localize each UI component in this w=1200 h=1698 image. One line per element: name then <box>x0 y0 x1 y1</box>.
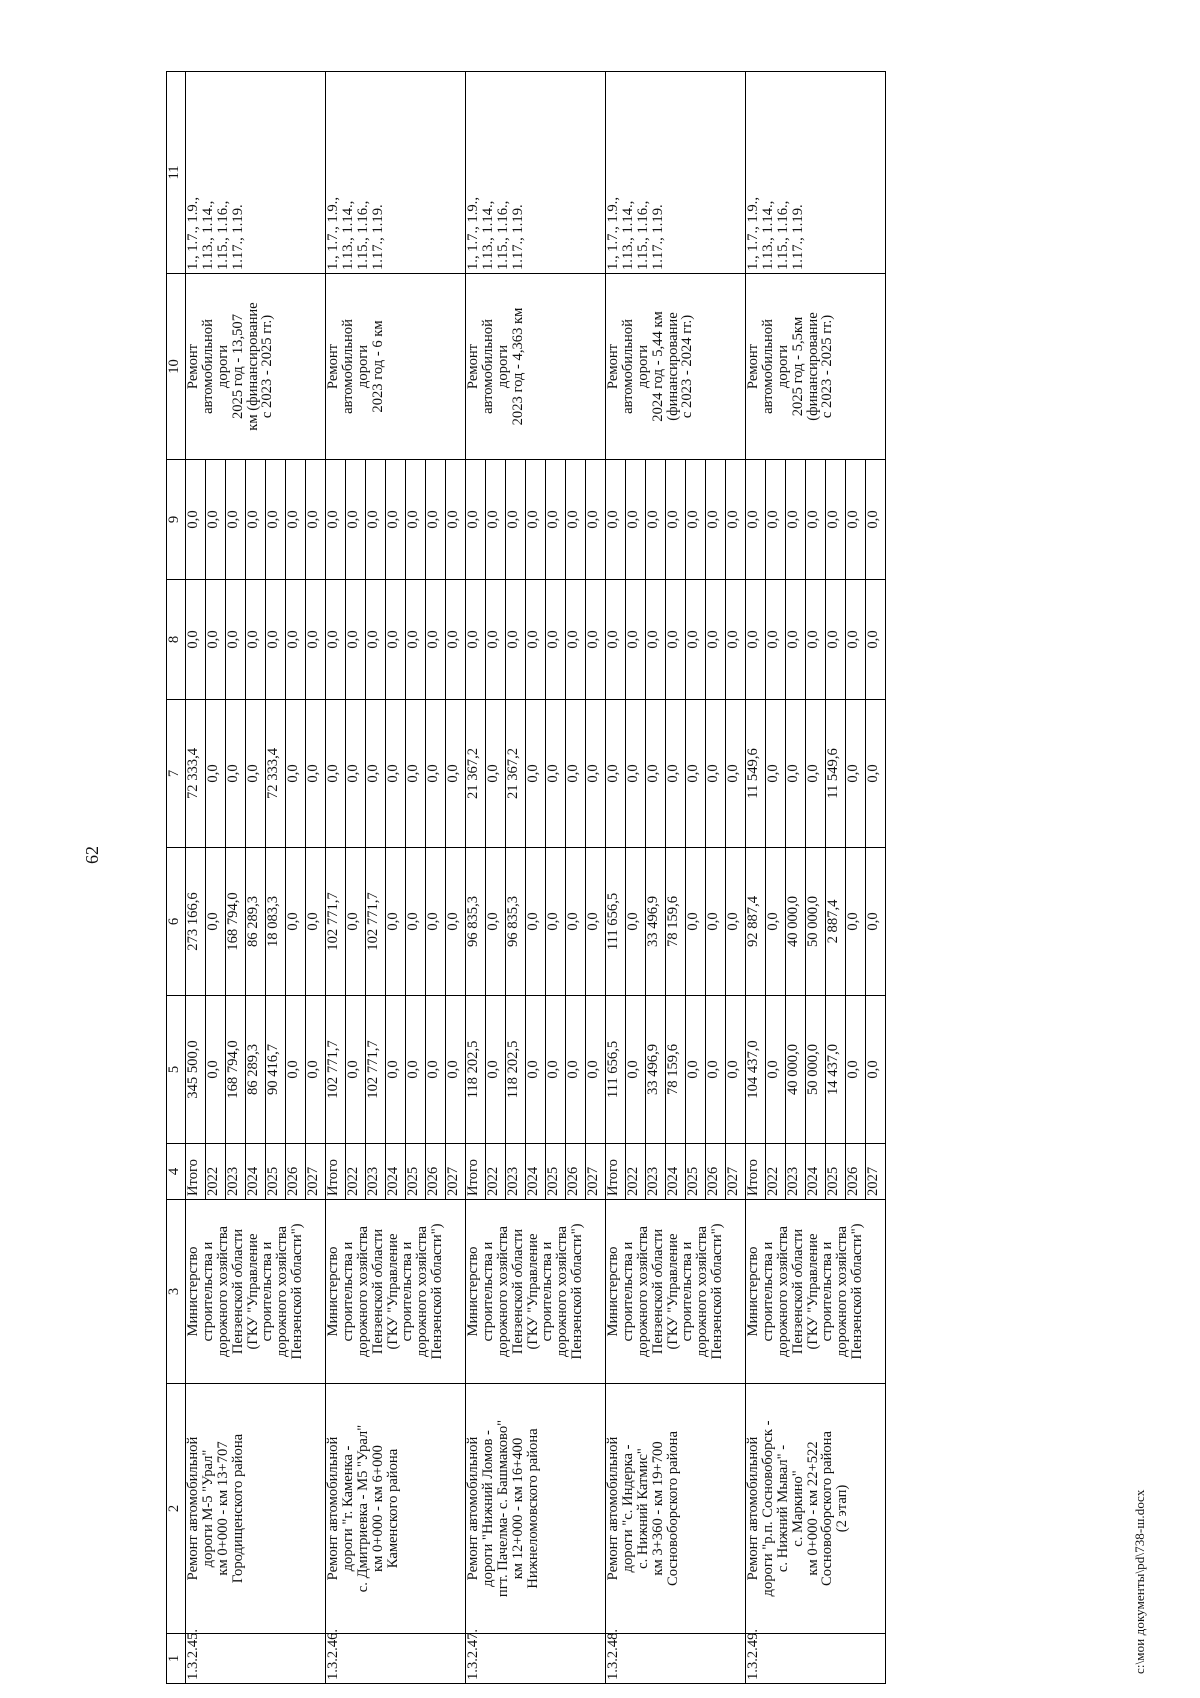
row-id: 1.3.2.49. <box>746 1634 886 1684</box>
amount-c8: 0,0 <box>746 580 766 700</box>
amount-c5: 168 794,0 <box>226 996 246 1144</box>
amount-c8: 0,0 <box>806 580 826 700</box>
row-id: 1.3.2.47. <box>466 1634 606 1684</box>
road-name: Ремонт автомобильной дороги "г. Каменка - с. Дмитриевка - М5 "Урал" км 0+000 - км 6+000 Каменского района <box>326 1384 466 1634</box>
amount-c5: 111 656,5 <box>606 996 626 1144</box>
amount-c8: 0,0 <box>526 580 546 700</box>
year-cell: 2027 <box>446 1144 466 1200</box>
amount-c8: 0,0 <box>606 580 626 700</box>
amount-c5: 0,0 <box>726 996 746 1144</box>
amount-c7: 0,0 <box>866 700 886 848</box>
amount-c5: 102 771,7 <box>366 996 386 1144</box>
amount-c7: 0,0 <box>726 700 746 848</box>
table-row <box>326 72 346 1684</box>
amount-c7: 0,0 <box>646 700 666 848</box>
amount-c8: 0,0 <box>646 580 666 700</box>
amount-c7: 0,0 <box>686 700 706 848</box>
amount-c5: 0,0 <box>546 996 566 1144</box>
amount-c8: 0,0 <box>346 580 366 700</box>
amount-c9: 0,0 <box>406 460 426 580</box>
column-header-9: 9 <box>167 460 186 580</box>
amount-c9: 0,0 <box>566 460 586 580</box>
amount-c9: 0,0 <box>366 460 386 580</box>
amount-c5: 0,0 <box>406 996 426 1144</box>
year-cell: 2025 <box>266 1144 286 1200</box>
amount-c7: 0,0 <box>306 700 326 848</box>
amount-c8: 0,0 <box>786 580 806 700</box>
year-cell: 2026 <box>426 1144 446 1200</box>
amount-c6: 111 656,5 <box>606 848 626 996</box>
year-cell: Итого <box>186 1144 206 1200</box>
year-cell: 2022 <box>626 1144 646 1200</box>
year-cell: 2024 <box>526 1144 546 1200</box>
year-cell: Итого <box>326 1144 346 1200</box>
amount-c9: 0,0 <box>686 460 706 580</box>
table-row <box>606 72 626 1684</box>
amount-c8: 0,0 <box>386 580 406 700</box>
expected-result: Ремонт автомобильной дороги 2025 год - 13,507 км (финансирование с 2023 - 2025 гг.) <box>186 274 326 460</box>
amount-c5: 40 000,0 <box>786 996 806 1144</box>
year-cell: Итого <box>746 1144 766 1200</box>
amount-c5: 0,0 <box>446 996 466 1144</box>
amount-c8: 0,0 <box>566 580 586 700</box>
amount-c5: 90 416,7 <box>266 996 286 1144</box>
page-number: 62 <box>82 846 102 864</box>
amount-c7: 0,0 <box>766 700 786 848</box>
amount-c7: 0,0 <box>846 700 866 848</box>
amount-c9: 0,0 <box>846 460 866 580</box>
amount-c8: 0,0 <box>186 580 206 700</box>
amount-c7: 0,0 <box>606 700 626 848</box>
amount-c6: 0,0 <box>446 848 466 996</box>
amount-c6: 0,0 <box>486 848 506 996</box>
amount-c6: 168 794,0 <box>226 848 246 996</box>
footer-file-path: c:\мои документы\pd\738-ш.docx <box>1132 1489 1147 1674</box>
header-row <box>167 72 186 1684</box>
year-cell: 2025 <box>406 1144 426 1200</box>
column-header-8: 8 <box>167 580 186 700</box>
amount-c8: 0,0 <box>706 580 726 700</box>
amount-c5: 86 289,3 <box>246 996 266 1144</box>
indicators: 1., 1.7., 1.9., 1.13., 1.14., 1.15., 1.16., 1.17., 1.19. <box>746 72 886 274</box>
amount-c8: 0,0 <box>426 580 446 700</box>
amount-c6: 0,0 <box>566 848 586 996</box>
indicators: 1., 1.7., 1.9., 1.13., 1.14., 1.15., 1.16., 1.17., 1.19. <box>326 72 466 274</box>
amount-c7: 0,0 <box>446 700 466 848</box>
year-cell: 2024 <box>246 1144 266 1200</box>
amount-c5: 0,0 <box>566 996 586 1144</box>
amount-c9: 0,0 <box>446 460 466 580</box>
amount-c5: 102 771,7 <box>326 996 346 1144</box>
amount-c5: 0,0 <box>286 996 306 1144</box>
amount-c5: 0,0 <box>766 996 786 1144</box>
year-cell: 2025 <box>826 1144 846 1200</box>
amount-c5: 118 202,5 <box>506 996 526 1144</box>
amount-c9: 0,0 <box>266 460 286 580</box>
amount-c8: 0,0 <box>466 580 486 700</box>
table-row <box>746 72 766 1684</box>
amount-c7: 72 333,4 <box>266 700 286 848</box>
year-cell: 2026 <box>706 1144 726 1200</box>
amount-c5: 0,0 <box>586 996 606 1144</box>
amount-c7: 0,0 <box>806 700 826 848</box>
amount-c6: 102 771,7 <box>366 848 386 996</box>
amount-c6: 0,0 <box>626 848 646 996</box>
amount-c6: 0,0 <box>206 848 226 996</box>
year-cell: 2023 <box>506 1144 526 1200</box>
amount-c8: 0,0 <box>726 580 746 700</box>
year-cell: 2026 <box>286 1144 306 1200</box>
amount-c6: 40 000,0 <box>786 848 806 996</box>
amount-c5: 0,0 <box>386 996 406 1144</box>
amount-c9: 0,0 <box>626 460 646 580</box>
amount-c5: 0,0 <box>866 996 886 1144</box>
amount-c9: 0,0 <box>486 460 506 580</box>
amount-c9: 0,0 <box>806 460 826 580</box>
amount-c7: 21 367,2 <box>466 700 486 848</box>
column-header-6: 6 <box>167 848 186 996</box>
amount-c8: 0,0 <box>326 580 346 700</box>
table-row <box>466 72 486 1684</box>
road-name: Ремонт автомобильной дороги "Нижний Ломов - пгт. Пачелма- с. Башмаково" км 12+000 - км 16+400 Нижнеломовского района <box>466 1384 606 1634</box>
executor: Министерство строительства и дорожного хозяйства Пензенской области (ГКУ "Управление строительства и дорожного хозяйства Пензенской области") <box>326 1200 466 1384</box>
year-cell: 2022 <box>766 1144 786 1200</box>
amount-c7: 0,0 <box>666 700 686 848</box>
amount-c7: 0,0 <box>486 700 506 848</box>
row-id: 1.3.2.46. <box>326 1634 466 1684</box>
amount-c9: 0,0 <box>286 460 306 580</box>
year-cell: 2023 <box>786 1144 806 1200</box>
amount-c5: 0,0 <box>486 996 506 1144</box>
amount-c6: 78 159,6 <box>666 848 686 996</box>
amount-c5: 33 496,9 <box>646 996 666 1144</box>
expected-result: Ремонт автомобильной дороги 2024 год - 5,44 км (финансирование с 2023 - 2024 гг.) <box>606 274 746 460</box>
executor: Министерство строительства и дорожного хозяйства Пензенской области (ГКУ "Управление строительства и дорожного хозяйства Пензенской области") <box>186 1200 326 1384</box>
column-header-3: 3 <box>167 1200 186 1384</box>
amount-c8: 0,0 <box>586 580 606 700</box>
amount-c6: 0,0 <box>766 848 786 996</box>
amount-c6: 96 835,3 <box>506 848 526 996</box>
amount-c8: 0,0 <box>206 580 226 700</box>
amount-c9: 0,0 <box>706 460 726 580</box>
amount-c5: 0,0 <box>346 996 366 1144</box>
amount-c9: 0,0 <box>726 460 746 580</box>
amount-c7: 0,0 <box>326 700 346 848</box>
amount-c5: 0,0 <box>626 996 646 1144</box>
amount-c9: 0,0 <box>206 460 226 580</box>
amount-c7: 72 333,4 <box>186 700 206 848</box>
amount-c9: 0,0 <box>866 460 886 580</box>
amount-c5: 345 500,0 <box>186 996 206 1144</box>
column-header-10: 10 <box>167 274 186 460</box>
amount-c9: 0,0 <box>746 460 766 580</box>
amount-c7: 0,0 <box>286 700 306 848</box>
amount-c8: 0,0 <box>506 580 526 700</box>
amount-c7: 0,0 <box>386 700 406 848</box>
year-cell: Итого <box>606 1144 626 1200</box>
executor: Министерство строительства и дорожного хозяйства Пензенской области (ГКУ "Управление строительства и дорожного хозяйства Пензенской области") <box>746 1200 886 1384</box>
amount-c5: 14 437,0 <box>826 996 846 1144</box>
amount-c8: 0,0 <box>266 580 286 700</box>
amount-c7: 0,0 <box>406 700 426 848</box>
amount-c8: 0,0 <box>766 580 786 700</box>
amount-c8: 0,0 <box>866 580 886 700</box>
year-cell: 2022 <box>486 1144 506 1200</box>
year-cell: 2027 <box>866 1144 886 1200</box>
amount-c6: 18 083,3 <box>266 848 286 996</box>
table-row <box>186 72 206 1684</box>
amount-c9: 0,0 <box>386 460 406 580</box>
amount-c9: 0,0 <box>826 460 846 580</box>
amount-c9: 0,0 <box>546 460 566 580</box>
amount-c9: 0,0 <box>526 460 546 580</box>
amount-c5: 0,0 <box>686 996 706 1144</box>
amount-c8: 0,0 <box>406 580 426 700</box>
amount-c8: 0,0 <box>826 580 846 700</box>
column-header-5: 5 <box>167 996 186 1144</box>
amount-c8: 0,0 <box>366 580 386 700</box>
amount-c9: 0,0 <box>306 460 326 580</box>
row-id: 1.3.2.45. <box>186 1634 326 1684</box>
amount-c5: 0,0 <box>706 996 726 1144</box>
amount-c9: 0,0 <box>646 460 666 580</box>
road-name: Ремонт автомобильной дороги "р.п. Сосновоборск - с. Нижний Мывал" - с. Маркино" км 0+000 - км 22+522 Сосновоборского района (2 этап) <box>746 1384 886 1634</box>
amount-c5: 0,0 <box>846 996 866 1144</box>
year-cell: 2027 <box>306 1144 326 1200</box>
year-cell: 2022 <box>346 1144 366 1200</box>
amount-c6: 0,0 <box>546 848 566 996</box>
amount-c6: 33 496,9 <box>646 848 666 996</box>
amount-c6: 102 771,7 <box>326 848 346 996</box>
amount-c6: 0,0 <box>386 848 406 996</box>
indicators: 1., 1.7., 1.9., 1.13., 1.14., 1.15., 1.16., 1.17., 1.19. <box>466 72 606 274</box>
amount-c8: 0,0 <box>226 580 246 700</box>
amount-c5: 0,0 <box>426 996 446 1144</box>
amount-c5: 104 437,0 <box>746 996 766 1144</box>
amount-c9: 0,0 <box>766 460 786 580</box>
amount-c9: 0,0 <box>246 460 266 580</box>
amount-c7: 0,0 <box>706 700 726 848</box>
amount-c7: 0,0 <box>586 700 606 848</box>
column-header-4: 4 <box>167 1144 186 1200</box>
amount-c6: 0,0 <box>426 848 446 996</box>
amount-c5: 0,0 <box>206 996 226 1144</box>
year-cell: 2023 <box>366 1144 386 1200</box>
column-header-1: 1 <box>167 1634 186 1684</box>
amount-c6: 0,0 <box>526 848 546 996</box>
year-cell: 2026 <box>566 1144 586 1200</box>
amount-c9: 0,0 <box>786 460 806 580</box>
executor: Министерство строительства и дорожного хозяйства Пензенской области (ГКУ "Управление строительства и дорожного хозяйства Пензенской области") <box>606 1200 746 1384</box>
amount-c7: 0,0 <box>206 700 226 848</box>
year-cell: 2025 <box>546 1144 566 1200</box>
expected-result: Ремонт автомобильной дороги 2023 год - 6 км <box>326 274 466 460</box>
amount-c8: 0,0 <box>666 580 686 700</box>
amount-c6: 92 887,4 <box>746 848 766 996</box>
amount-c8: 0,0 <box>626 580 646 700</box>
amount-c7: 11 549,6 <box>746 700 766 848</box>
year-cell: 2023 <box>646 1144 666 1200</box>
table-body <box>186 72 886 1684</box>
amount-c9: 0,0 <box>606 460 626 580</box>
amount-c7: 0,0 <box>246 700 266 848</box>
amount-c5: 118 202,5 <box>466 996 486 1144</box>
amount-c7: 0,0 <box>786 700 806 848</box>
amount-c6: 0,0 <box>406 848 426 996</box>
indicators: 1., 1.7., 1.9., 1.13., 1.14., 1.15., 1.16., 1.17., 1.19. <box>606 72 746 274</box>
amount-c7: 0,0 <box>526 700 546 848</box>
year-cell: 2024 <box>666 1144 686 1200</box>
amount-c8: 0,0 <box>446 580 466 700</box>
amount-c5: 78 159,6 <box>666 996 686 1144</box>
amount-c9: 0,0 <box>346 460 366 580</box>
amount-c8: 0,0 <box>686 580 706 700</box>
amount-c8: 0,0 <box>486 580 506 700</box>
amount-c7: 0,0 <box>626 700 646 848</box>
amount-c6: 0,0 <box>726 848 746 996</box>
road-name: Ремонт автомобильной дороги "с. Индерка - с. Нижний Катмис" км 3+360 - км 19+700 Сосновоборского района <box>606 1384 746 1634</box>
program-table <box>166 71 886 1684</box>
amount-c6: 0,0 <box>706 848 726 996</box>
row-id: 1.3.2.48. <box>606 1634 746 1684</box>
year-cell: 2024 <box>386 1144 406 1200</box>
amount-c5: 0,0 <box>306 996 326 1144</box>
amount-c6: 50 000,0 <box>806 848 826 996</box>
amount-c7: 0,0 <box>566 700 586 848</box>
amount-c9: 0,0 <box>226 460 246 580</box>
column-header-7: 7 <box>167 700 186 848</box>
year-cell: 2027 <box>726 1144 746 1200</box>
amount-c6: 2 887,4 <box>826 848 846 996</box>
amount-c9: 0,0 <box>466 460 486 580</box>
amount-c9: 0,0 <box>586 460 606 580</box>
column-header-2: 2 <box>167 1384 186 1634</box>
amount-c7: 0,0 <box>366 700 386 848</box>
amount-c9: 0,0 <box>326 460 346 580</box>
amount-c7: 0,0 <box>226 700 246 848</box>
amount-c7: 0,0 <box>346 700 366 848</box>
amount-c5: 0,0 <box>526 996 546 1144</box>
amount-c7: 0,0 <box>426 700 446 848</box>
amount-c6: 86 289,3 <box>246 848 266 996</box>
amount-c6: 0,0 <box>846 848 866 996</box>
amount-c8: 0,0 <box>246 580 266 700</box>
amount-c6: 0,0 <box>306 848 326 996</box>
amount-c8: 0,0 <box>286 580 306 700</box>
year-cell: 2024 <box>806 1144 826 1200</box>
column-header-11: 11 <box>167 72 186 274</box>
year-cell: 2027 <box>586 1144 606 1200</box>
year-cell: 2022 <box>206 1144 226 1200</box>
amount-c7: 0,0 <box>546 700 566 848</box>
amount-c6: 0,0 <box>586 848 606 996</box>
amount-c7: 11 549,6 <box>826 700 846 848</box>
amount-c7: 21 367,2 <box>506 700 526 848</box>
amount-c9: 0,0 <box>426 460 446 580</box>
amount-c9: 0,0 <box>186 460 206 580</box>
amount-c8: 0,0 <box>306 580 326 700</box>
road-name: Ремонт автомобильной дороги М-5 "Урал" км 0+000 - км 13+707 Городищенского района <box>186 1384 326 1634</box>
year-cell: 2023 <box>226 1144 246 1200</box>
amount-c6: 273 166,6 <box>186 848 206 996</box>
amount-c9: 0,0 <box>666 460 686 580</box>
year-cell: 2025 <box>686 1144 706 1200</box>
expected-result: Ремонт автомобильной дороги 2025 год - 5,5км (финансирование с 2023 - 2025 гг.) <box>746 274 886 460</box>
indicators: 1., 1.7., 1.9., 1.13., 1.14., 1.15., 1.16., 1.17., 1.19. <box>186 72 326 274</box>
amount-c6: 0,0 <box>346 848 366 996</box>
amount-c9: 0,0 <box>506 460 526 580</box>
amount-c6: 0,0 <box>286 848 306 996</box>
executor: Министерство строительства и дорожного хозяйства Пензенской области (ГКУ "Управление строительства и дорожного хозяйства Пензенской области") <box>466 1200 606 1384</box>
year-cell: Итого <box>466 1144 486 1200</box>
amount-c5: 50 000,0 <box>806 996 826 1144</box>
amount-c8: 0,0 <box>546 580 566 700</box>
amount-c6: 96 835,3 <box>466 848 486 996</box>
amount-c6: 0,0 <box>686 848 706 996</box>
amount-c6: 0,0 <box>866 848 886 996</box>
expected-result: Ремонт автомобильной дороги 2023 год - 4,363 км <box>466 274 606 460</box>
amount-c8: 0,0 <box>846 580 866 700</box>
year-cell: 2026 <box>846 1144 866 1200</box>
